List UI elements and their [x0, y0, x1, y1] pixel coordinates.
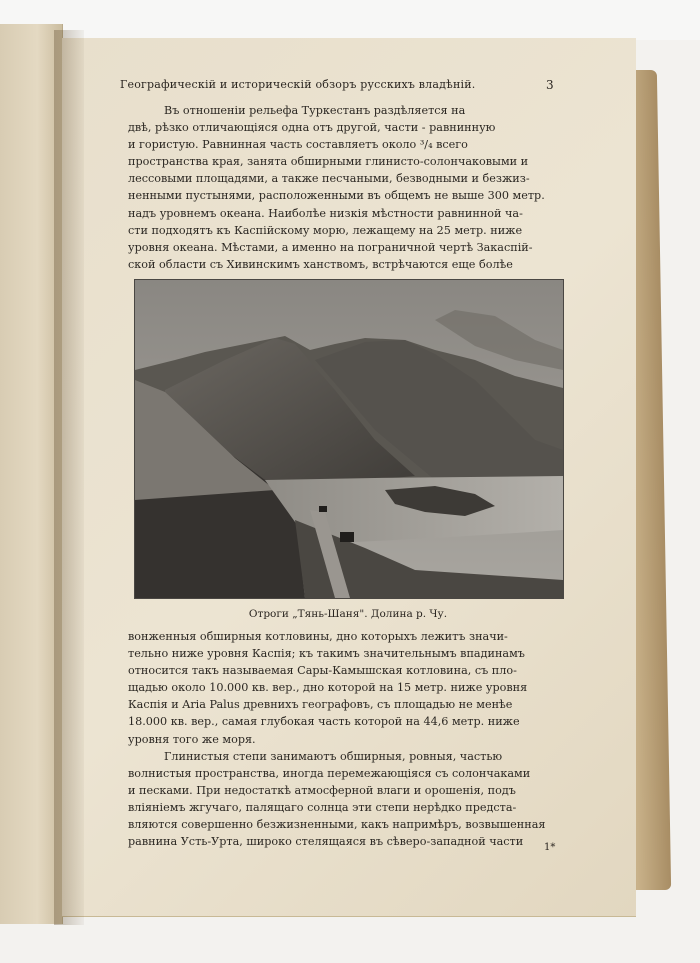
text-line: Глинистыя степи занимаютъ обширныя, ровныя, частью: [164, 749, 503, 763]
top-paragraph: [128, 102, 566, 273]
text-line: лессовыми площадями, а также песчаными, безводными и безжиз-: [128, 172, 530, 186]
bottom-paragraphs: [128, 628, 566, 850]
text-line: вліяніемъ жгучаго, палящаго солнца эти степи нерѣдко предста-: [128, 800, 517, 814]
text-line: Въ отношеніи рельефа Туркестанъ раздѣляется на: [164, 104, 466, 117]
text-line: щадью около 10.000 кв. вер., дно которой на 15 метр. ниже уровня: [128, 681, 528, 695]
gutter-shadow: [54, 30, 84, 925]
text-line: и песками. При недостаткѣ атмосферной влаги и орошенія, подъ: [128, 783, 516, 797]
figure-caption: Отроги „Тянь-Шаня". Долина р. Чу.: [248, 608, 448, 620]
text-line: тельно ниже уровня Каспія; къ такимъ значительнымъ впадинамъ: [128, 647, 525, 661]
text-line: равнина Усть-Урта, широко стелящаяся въ сѣверо-западной части: [128, 835, 524, 849]
signature-mark: 1*: [544, 842, 556, 853]
text-line: сти подходятъ къ Каспійскому морю, лежащему на 25 метр. ниже: [128, 223, 523, 237]
text-line: пространства края, занята обширными глинисто-солончаковыми и: [128, 155, 529, 169]
text-line: надъ уровнемъ океана. Наиболѣе низкія мѣстности равнинной ча-: [128, 206, 523, 220]
text-line: вонженныя обширныя котловины, дно которыхъ лежитъ значи-: [128, 630, 508, 643]
text-line: 18.000 кв. вер., самая глубокая часть которой на 44,6 метр. ниже: [128, 715, 520, 729]
text-line: Каспія и Aria Palus древнихъ географовъ, съ площадью не менѣе: [128, 698, 513, 712]
text-line: вляются совершенно безжизненными, какъ напримѣръ, возвышенная: [128, 818, 546, 832]
running-head: Географическій и историческій обзоръ русскихъ владѣній.: [120, 78, 476, 91]
text-line: волнистыя пространства, иногда перемежающіяся съ солончаками: [128, 766, 531, 780]
text-line: и гористую. Равнинная часть составляетъ около ³/₄ всего: [128, 138, 468, 152]
page-number: 3: [546, 78, 554, 92]
text-line: уровня того же моря.: [128, 732, 256, 746]
text-line: ненными пустынями, расположенными въ общемъ не выше 300 метр.: [128, 189, 545, 203]
mountain-valley-photo: [134, 279, 564, 599]
text-line: уровня океана. Мѣстами, а именно на пограничной чертѣ Закаспій-: [128, 240, 533, 254]
text-line: относится такъ называемая Сары-Камышская котловина, съ пло-: [128, 664, 517, 678]
text-line: ской области съ Хивинскимъ ханствомъ, встрѣчаются еще болѣе: [128, 257, 513, 271]
text-line: двѣ, рѣзко отличающіяся одна отъ другой, части - равнинную: [128, 121, 496, 135]
background: [0, 0, 700, 40]
